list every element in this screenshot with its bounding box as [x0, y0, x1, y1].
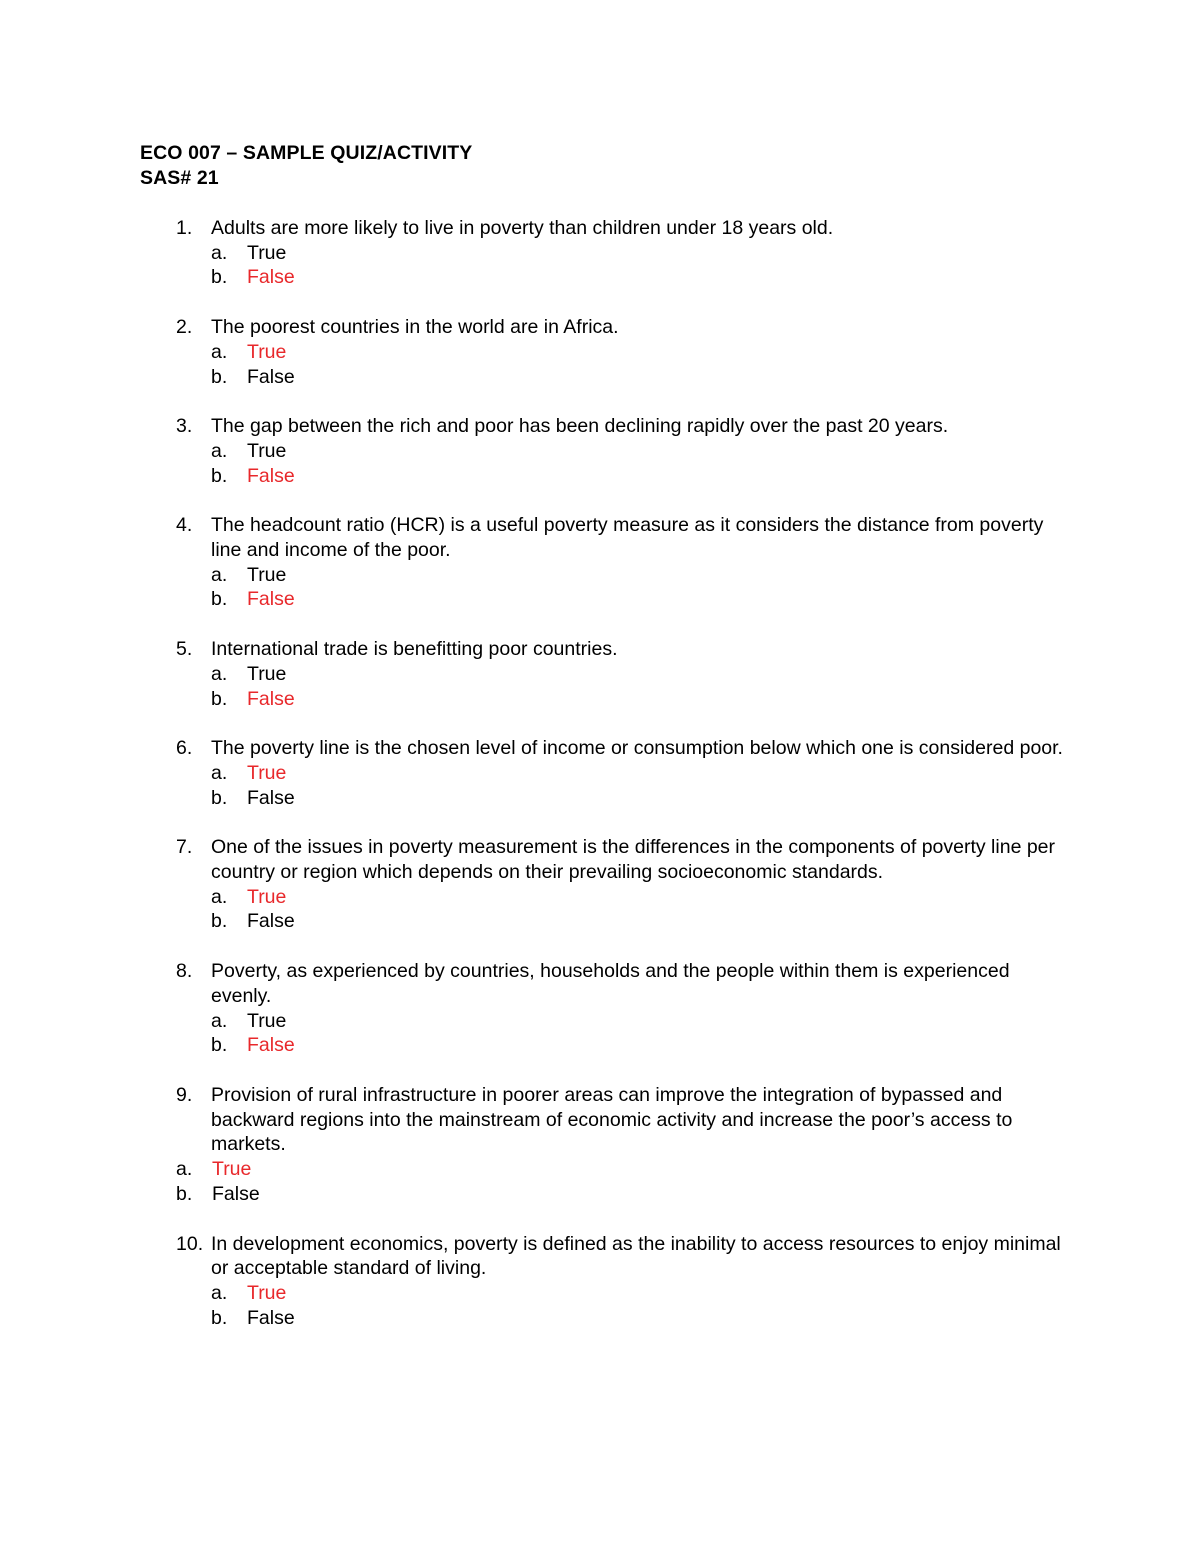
- question-row: [176, 959, 1076, 1008]
- document-title: ECO 007 – SAMPLE QUIZ/ACTIVITY: [140, 142, 473, 164]
- question-row: [176, 414, 1076, 439]
- question-number: 5.: [176, 638, 193, 661]
- question-text: Poverty, as experienced by countries, households and the people within them is experienced evenly.: [211, 960, 1010, 1007]
- option-text: True: [247, 662, 287, 685]
- option-letter: a.: [211, 439, 228, 462]
- question-item: [176, 315, 1076, 389]
- option-text-correct: False: [247, 588, 295, 611]
- option-letter: b.: [211, 266, 228, 289]
- option-text-correct: True: [247, 340, 287, 363]
- answer-option: [211, 1281, 1076, 1306]
- answer-option: [211, 265, 1076, 290]
- option-letter: b.: [176, 1182, 193, 1205]
- question-item: [176, 959, 1076, 1058]
- answer-option: [211, 909, 1076, 934]
- question-number: 6.: [176, 737, 193, 760]
- option-letter: a.: [211, 662, 228, 685]
- option-letter: a.: [211, 1281, 228, 1304]
- answer-option: [211, 1033, 1076, 1058]
- question-row: [176, 216, 1076, 241]
- option-letter: b.: [211, 464, 228, 487]
- question-item: [176, 513, 1076, 612]
- option-letter: a.: [211, 761, 228, 784]
- answer-option: [211, 786, 1076, 811]
- answer-option: [211, 563, 1076, 588]
- question-text: The poorest countries in the world are in Africa.: [211, 316, 619, 339]
- question-text: In development economics, poverty is defined as the inability to access resources to enjoy minimal or acceptable standard of living.: [211, 1232, 1061, 1280]
- answer-option: [211, 662, 1076, 687]
- question-number: 8.: [176, 960, 193, 983]
- option-text: True: [247, 241, 287, 264]
- answer-option: [211, 464, 1076, 489]
- option-text-correct: False: [247, 266, 295, 289]
- option-letter: a.: [211, 563, 228, 586]
- option-text-correct: True: [247, 885, 287, 908]
- option-letter: a.: [176, 1158, 193, 1181]
- option-text: True: [247, 1009, 287, 1032]
- option-text: False: [247, 910, 295, 933]
- option-text: False: [212, 1182, 260, 1205]
- option-letter: b.: [211, 910, 228, 933]
- answer-option: [211, 687, 1076, 712]
- option-text: False: [247, 1306, 295, 1329]
- question-row: [176, 513, 1076, 562]
- answer-option: [211, 761, 1076, 786]
- question-item: [176, 835, 1076, 934]
- document-header: [140, 141, 472, 191]
- option-text-correct: True: [247, 761, 287, 784]
- answer-option: [211, 885, 1076, 910]
- option-text-correct: False: [247, 1034, 295, 1057]
- question-row: [176, 835, 1076, 884]
- option-text-correct: False: [247, 687, 295, 710]
- answer-option: [176, 1182, 1076, 1207]
- question-item: [176, 637, 1076, 711]
- question-text: The poverty line is the chosen level of income or consumption below which one is considered poor.: [211, 737, 1063, 760]
- question-item: [176, 1232, 1076, 1331]
- option-letter: a.: [211, 241, 228, 264]
- option-letter: b.: [211, 687, 228, 710]
- question-item: [176, 1083, 1076, 1207]
- question-number: 3.: [176, 415, 193, 438]
- option-letter: b.: [211, 1034, 228, 1057]
- answer-option: [211, 1306, 1076, 1331]
- option-text-correct: False: [247, 464, 295, 487]
- question-row: [176, 1083, 1076, 1157]
- option-text: True: [247, 563, 287, 586]
- question-number: 7.: [176, 836, 193, 859]
- option-text: True: [247, 439, 287, 462]
- question-text: Provision of rural infrastructure in poorer areas can improve the integration of bypassed and backward regions into the mainstream of economic activity and increase the poor’s access to markets.: [211, 1083, 1013, 1156]
- option-text-correct: True: [247, 1281, 287, 1304]
- question-text: One of the issues in poverty measurement is the differences in the components of poverty line per country or region which depends on their prevailing socioeconomic standards.: [211, 836, 1056, 884]
- option-text: False: [247, 786, 295, 809]
- question-list: [176, 216, 1076, 1355]
- option-letter: a.: [211, 340, 228, 363]
- question-text: Adults are more likely to live in poverty than children under 18 years old.: [211, 217, 834, 239]
- question-number: 1.: [176, 217, 193, 239]
- question-text: The headcount ratio (HCR) is a useful poverty measure as it considers the distance from poverty line and income of the poor.: [211, 514, 1044, 562]
- question-item: [176, 736, 1076, 810]
- answer-option: [211, 340, 1076, 365]
- answer-option: [176, 1157, 1076, 1182]
- question-number: 10.: [176, 1232, 204, 1255]
- question-number: 4.: [176, 514, 193, 537]
- question-item: [176, 414, 1076, 488]
- question-item: [176, 216, 1076, 290]
- question-row: [176, 1232, 1076, 1281]
- question-number: 2.: [176, 316, 193, 339]
- option-letter: b.: [211, 588, 228, 611]
- option-letter: a.: [211, 885, 228, 908]
- answer-option: [211, 587, 1076, 612]
- answer-option: [211, 241, 1076, 266]
- question-row: [176, 637, 1076, 662]
- question-row: [176, 736, 1076, 761]
- option-letter: b.: [211, 786, 228, 809]
- answer-option: [211, 365, 1076, 390]
- question-text: The gap between the rich and poor has been declining rapidly over the past 20 years.: [211, 415, 949, 438]
- option-text-correct: True: [212, 1158, 252, 1181]
- document-subtitle: SAS# 21: [140, 167, 219, 189]
- answer-option: [211, 439, 1076, 464]
- option-letter: b.: [211, 1306, 228, 1329]
- option-letter: b.: [211, 365, 228, 388]
- option-text: False: [247, 365, 295, 388]
- question-number: 9.: [176, 1083, 193, 1106]
- question-text: International trade is benefitting poor countries.: [211, 638, 618, 661]
- option-letter: a.: [211, 1009, 228, 1032]
- answer-option: [211, 1009, 1076, 1034]
- question-row: [176, 315, 1076, 340]
